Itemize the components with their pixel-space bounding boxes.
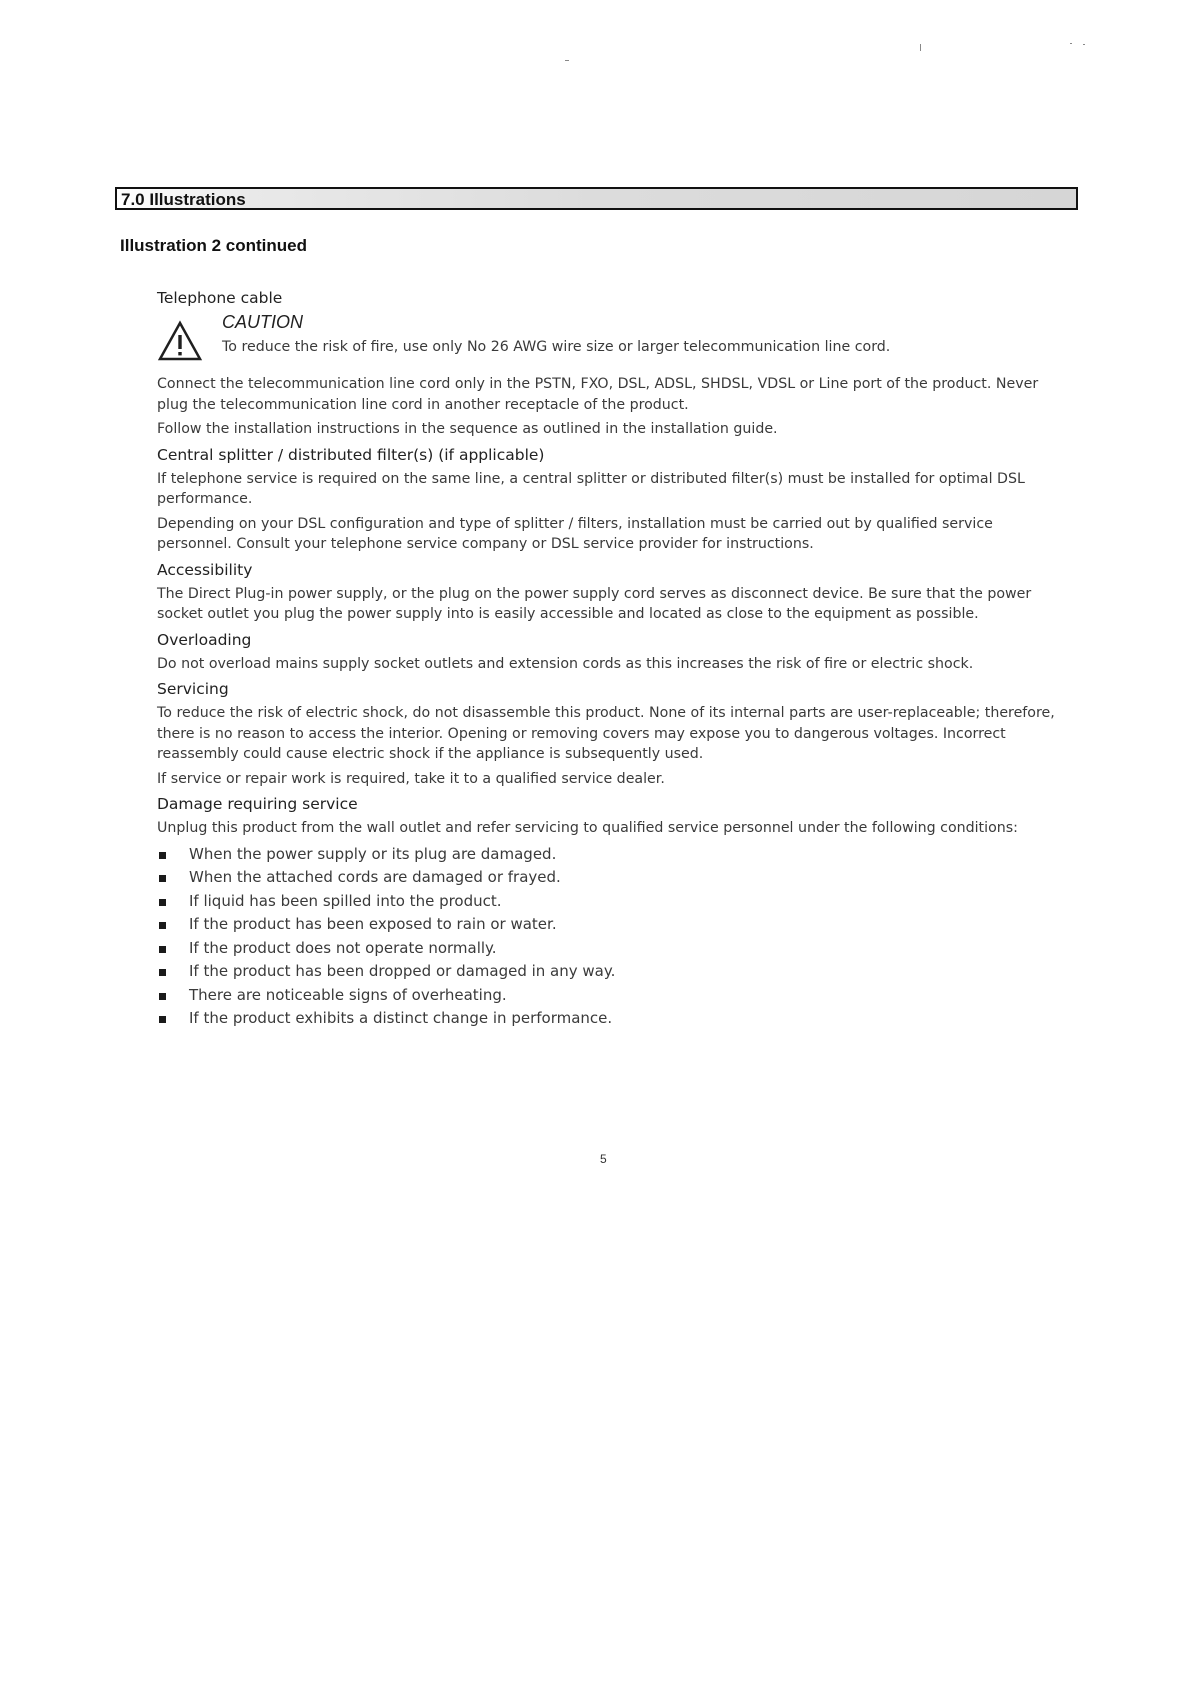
paragraph: Do not overload mains supply socket outlets and extension cords as this increases the risk of fire or electric shock.: [157, 655, 974, 672]
section-title: 7.0 Illustrations: [121, 190, 246, 209]
paragraph: To reduce the risk of electric shock, do not disassemble this product. None of its internal parts are user-replaceable; therefore, there is no reason to access the interior. Opening or removing covers may expose you to dangerous voltages. Incorrect reassembly could cause electric shock if the appliance is subsequently used.: [157, 705, 1055, 762]
list-item: [157, 866, 1062, 890]
heading-damage: Damage requiring service: [157, 795, 358, 813]
paragraph: Unplug this product from the wall outlet and refer servicing to qualified service personnel under the following conditions:: [157, 820, 1018, 836]
list-item: [157, 890, 1062, 914]
square-bullet-icon: [159, 852, 166, 859]
square-bullet-icon: [159, 946, 166, 953]
square-bullet-icon: [159, 1016, 166, 1023]
section-header-bar: [115, 187, 1078, 210]
square-bullet-icon: [159, 922, 166, 929]
list-item-text: When the power supply or its plug are damaged.: [189, 844, 557, 863]
list-item-text: If the product does not operate normally.: [189, 938, 497, 957]
warning-triangle-icon: [157, 320, 203, 362]
caution-block: [157, 312, 1062, 368]
list-item: [157, 913, 1062, 937]
list-item-text: If the product has been exposed to rain or water.: [189, 915, 557, 933]
list-item-text: There are noticeable signs of overheating.: [189, 985, 507, 1004]
paragraph: Follow the installation instructions in the sequence as outlined in the installation guide.: [157, 421, 778, 437]
subsection-title: Illustration 2 continued: [120, 236, 308, 255]
paragraph: Depending on your DSL configuration and type of splitter / filters, installation must be carried out by qualified service personnel. Consult your telephone service company or DSL service provider for instructions.: [157, 515, 993, 552]
square-bullet-icon: [159, 875, 166, 882]
heading-telephone-cable: Telephone cable: [157, 289, 283, 307]
square-bullet-icon: [159, 969, 166, 976]
paragraph: The Direct Plug-in power supply, or the plug on the power supply cord serves as disconnect device. Be sure that the power socket outlet you plug the power supply into is easily accessible and located as close to the equipment as possible.: [157, 585, 1032, 622]
heading-servicing: Servicing: [157, 680, 229, 698]
list-item: [157, 960, 1062, 984]
square-bullet-icon: [159, 993, 166, 1000]
list-item-text: When the attached cords are damaged or frayed.: [189, 868, 561, 886]
paragraph: If telephone service is required on the same line, a central splitter or distributed filter(s) must be installed for optimal DSL performance.: [157, 470, 1025, 507]
heading-accessibility: Accessibility: [157, 560, 253, 579]
list-item: [157, 984, 1062, 1008]
scan-artifacts: [0, 40, 1191, 80]
paragraph: If service or repair work is required, take it to a qualified service dealer.: [157, 770, 665, 787]
heading-overloading: Overloading: [157, 630, 252, 649]
list-item-text: If the product has been dropped or damaged in any way.: [189, 962, 616, 980]
square-bullet-icon: [159, 899, 166, 906]
heading-splitter: Central splitter / distributed filter(s) (if applicable): [157, 445, 545, 464]
list-item: [157, 937, 1062, 961]
damage-conditions-list: [157, 843, 1062, 1031]
content-body: [157, 288, 1062, 1031]
caution-text: To reduce the risk of fire, use only No 26 AWG wire size or larger telecommunication line cord.: [222, 339, 891, 355]
page-number: 5: [600, 1152, 607, 1166]
list-item: [157, 1007, 1062, 1031]
list-item-text: If liquid has been spilled into the product.: [189, 891, 502, 910]
paragraph: Connect the telecommunication line cord only in the PSTN, FXO, DSL, ADSL, SHDSL, VDSL or Line port of the product. Never plug the telecommunication line cord in another receptacle of the product.: [157, 376, 1039, 413]
caution-title: CAUTION: [222, 312, 303, 332]
list-item-text: If the product exhibits a distinct change in performance.: [189, 1009, 613, 1027]
list-item: [157, 843, 1062, 867]
